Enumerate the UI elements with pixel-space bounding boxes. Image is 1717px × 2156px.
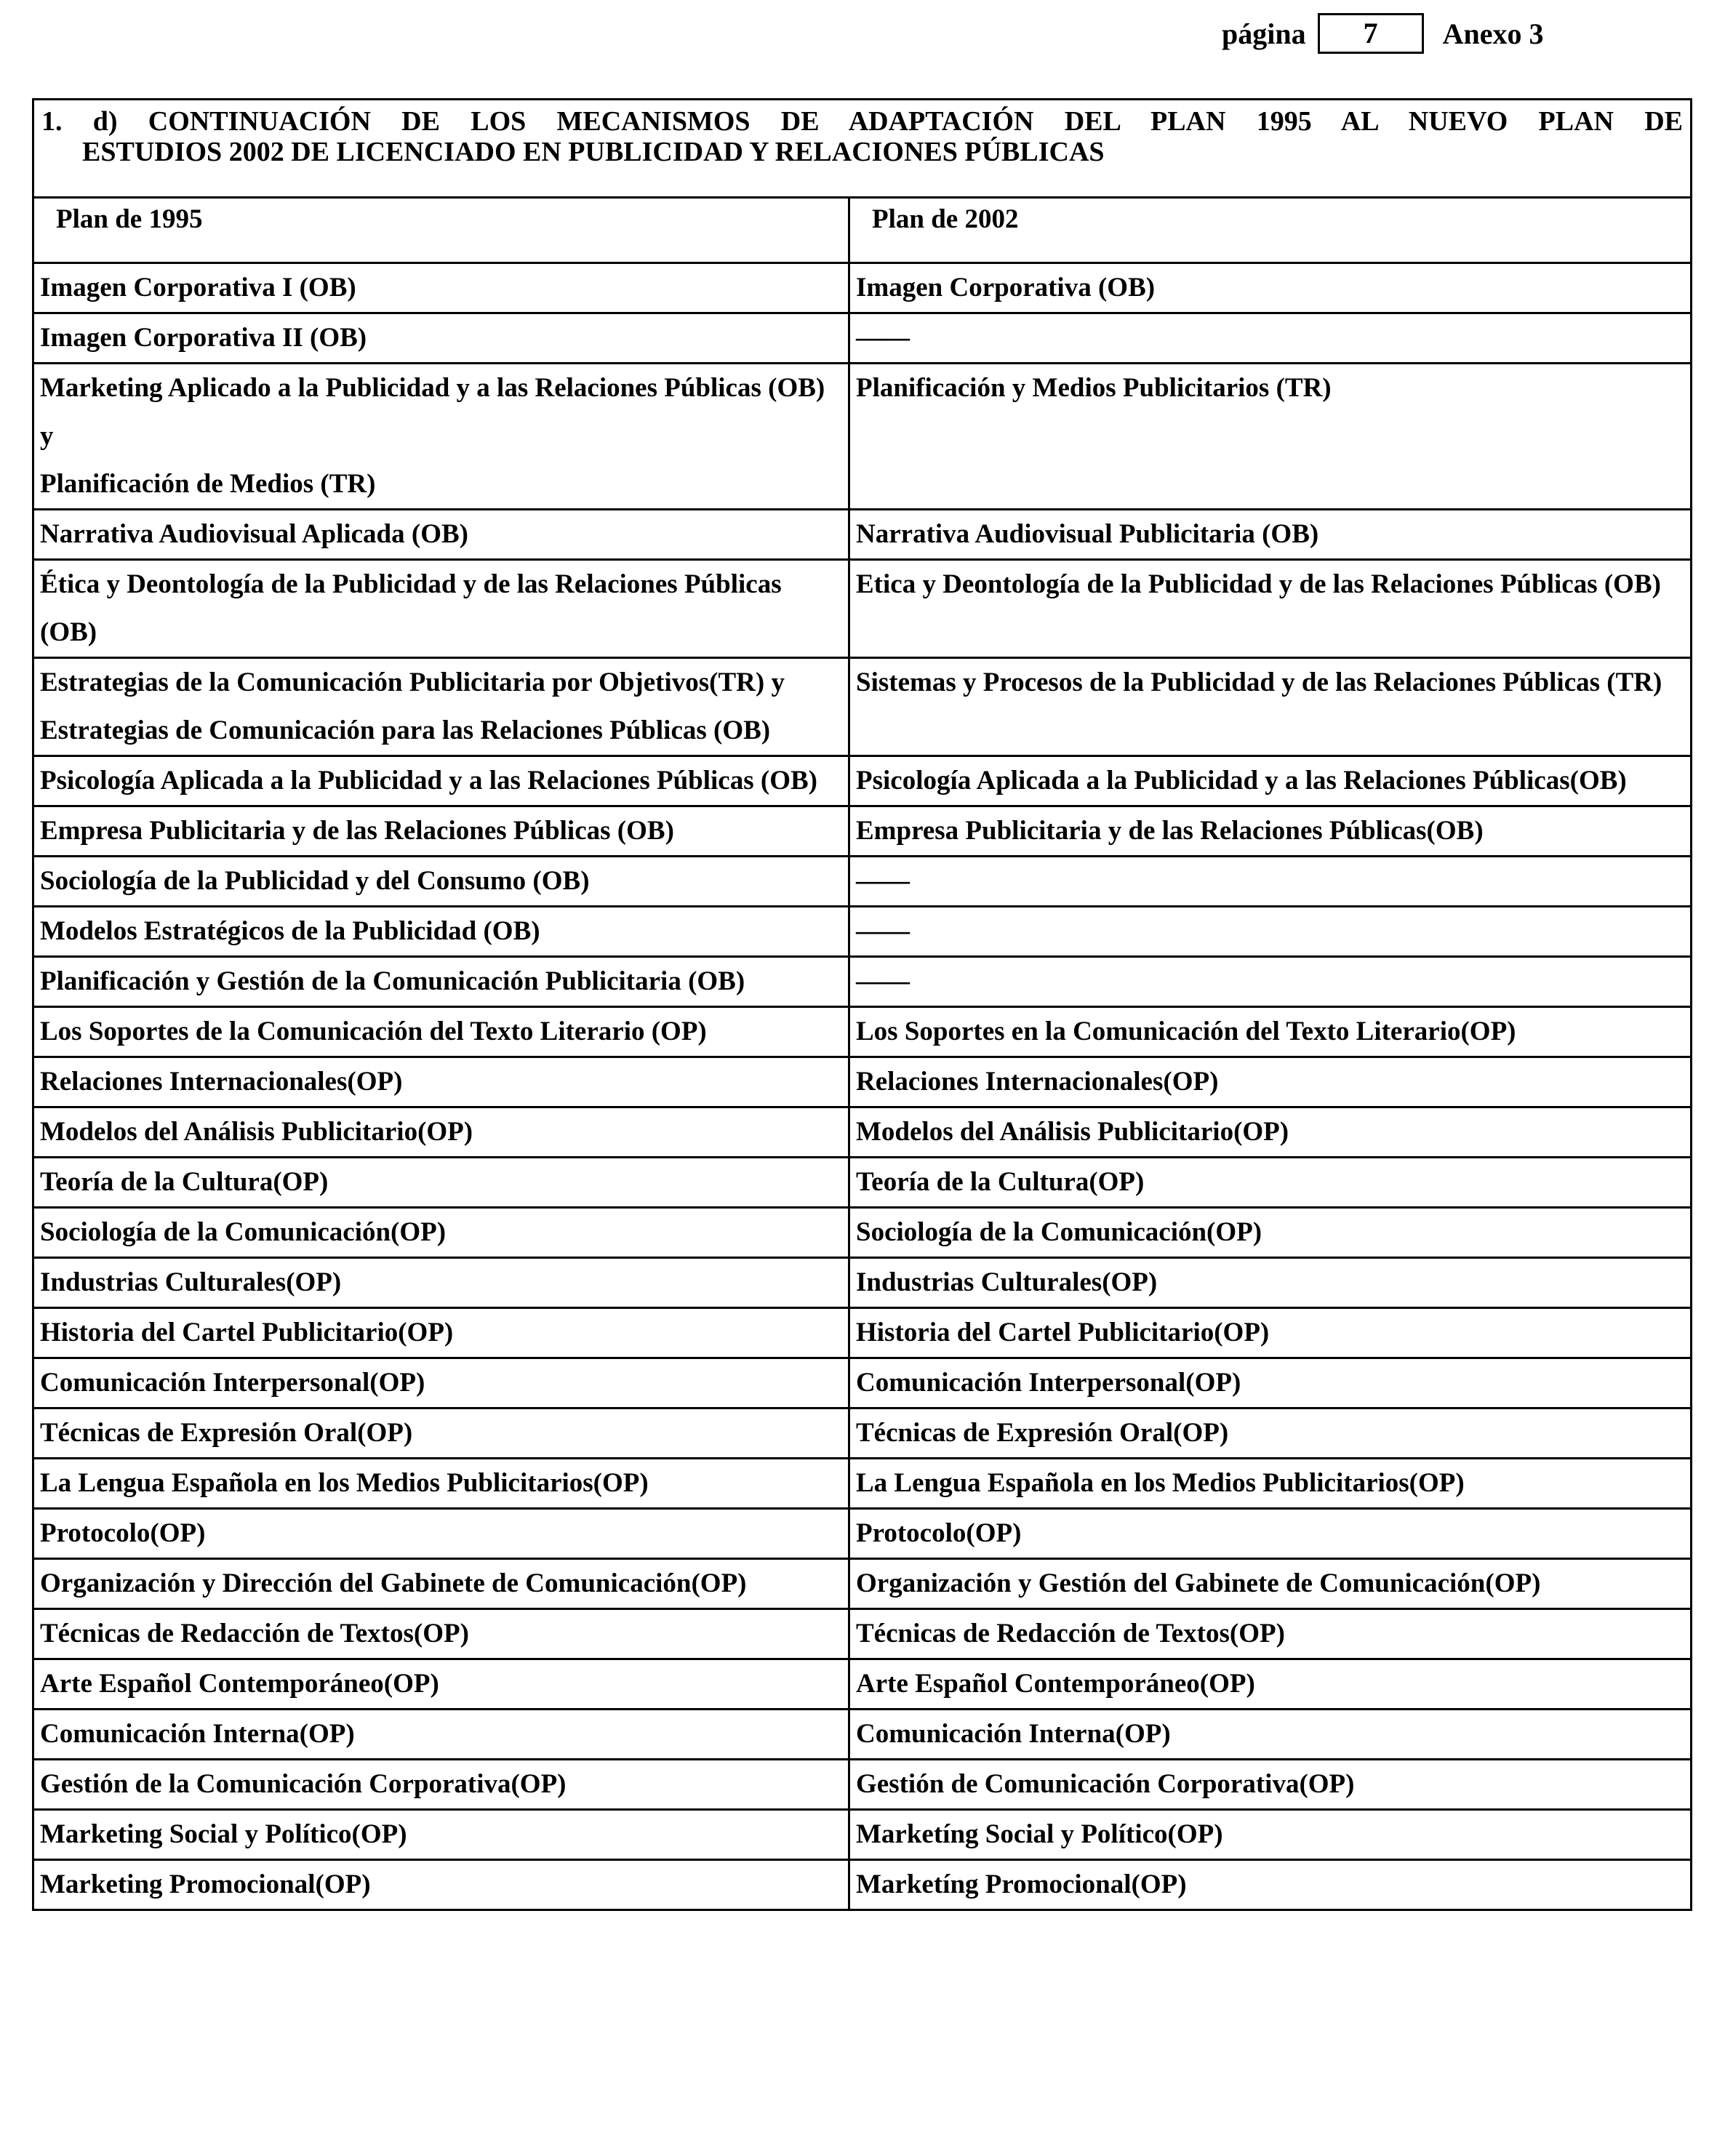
- plan-1995-cell: Ética y Deontología de la Publicidad y de las Relaciones Públicas (OB): [33, 560, 849, 658]
- table-row: [33, 364, 1692, 510]
- plan-1995-cell: Protocolo(OP): [33, 1509, 849, 1559]
- plan-2002-cell: Sociología de la Comunicación(OP): [849, 1208, 1692, 1258]
- plan-1995-cell: Psicología Aplicada a la Publicidad y a las Relaciones Públicas (OB): [33, 756, 849, 806]
- table-row: [33, 857, 1692, 907]
- plan-2002-cell: ——: [849, 857, 1692, 907]
- plan-1995-cell: Marketing Promocional(OP): [33, 1860, 849, 1910]
- plan-1995-cell: Sociología de la Comunicación(OP): [33, 1208, 849, 1258]
- plan-1995-cell: Narrativa Audiovisual Aplicada (OB): [33, 510, 849, 560]
- plan-2002-cell: Psicología Aplicada a la Publicidad y a las Relaciones Públicas(OB): [849, 756, 1692, 806]
- plan-2002-cell: Planificación y Medios Publicitarios (TR): [849, 364, 1692, 510]
- plan-2002-cell: Marketíng Promocional(OP): [849, 1860, 1692, 1910]
- plan-1995-cell: Estrategias de la Comunicación Publicitaria por Objetivos(TR) y Estrategias de Comunicación para las Relaciones Públicas (OB): [33, 658, 849, 756]
- table-row: [33, 957, 1692, 1007]
- column-header-plan-1995: Plan de 1995: [33, 198, 849, 263]
- plan-2002-cell: Marketíng Social y Político(OP): [849, 1810, 1692, 1860]
- plan-2002-cell: Los Soportes en la Comunicación del Texto Literario(OP): [849, 1007, 1692, 1057]
- table-row: [33, 806, 1692, 857]
- plan-2002-cell: La Lengua Española en los Medios Publicitarios(OP): [849, 1459, 1692, 1509]
- plan-2002-cell: Empresa Publicitaria y de las Relaciones Públicas(OB): [849, 806, 1692, 857]
- table-title: [33, 100, 1692, 198]
- table-row: [33, 1258, 1692, 1308]
- column-header-row: [33, 198, 1692, 263]
- title-row: [33, 100, 1692, 198]
- plan-2002-cell: Comunicación Interpersonal(OP): [849, 1358, 1692, 1408]
- plan-2002-cell: Narrativa Audiovisual Publicitaria (OB): [849, 510, 1692, 560]
- plan-2002-cell: Etica y Deontología de la Publicidad y de las Relaciones Públicas (OB): [849, 560, 1692, 658]
- table-row: [33, 756, 1692, 806]
- plan-1995-cell: Historia del Cartel Publicitario(OP): [33, 1308, 849, 1358]
- plan-1995-cell: Modelos Estratégicos de la Publicidad (OB): [33, 907, 849, 957]
- page-label: página: [1222, 17, 1306, 50]
- table-row: [33, 1860, 1692, 1910]
- table-row: [33, 510, 1692, 560]
- column-header-plan-2002: Plan de 2002: [849, 198, 1692, 263]
- plan-2002-cell: ——: [849, 907, 1692, 957]
- annex-label: Anexo 3: [1442, 17, 1544, 50]
- plan-2002-cell: Gestión de Comunicación Corporativa(OP): [849, 1760, 1692, 1810]
- plan-1995-cell: Gestión de la Comunicación Corporativa(OP): [33, 1760, 849, 1810]
- plan-1995-cell: Técnicas de Redacción de Textos(OP): [33, 1609, 849, 1659]
- table-row: [33, 1358, 1692, 1408]
- plan-1995-cell: La Lengua Española en los Medios Publicitarios(OP): [33, 1459, 849, 1509]
- plan-2002-cell: ——: [849, 957, 1692, 1007]
- plan-1995-cell: Relaciones Internacionales(OP): [33, 1057, 849, 1107]
- plan-2002-cell: Técnicas de Redacción de Textos(OP): [849, 1609, 1692, 1659]
- table-row: [33, 1760, 1692, 1810]
- plan-1995-cell: Técnicas de Expresión Oral(OP): [33, 1408, 849, 1459]
- title-line-1: 1. d) CONTINUACIÓN DE LOS MECANISMOS DE ADAPTACIÓN DEL PLAN 1995 AL NUEVO PLAN DE: [41, 106, 1683, 137]
- page-number-box: 7: [1318, 13, 1424, 54]
- plan-1995-cell: Modelos del Análisis Publicitario(OP): [33, 1107, 849, 1158]
- plan-1995-cell: Imagen Corporativa II (OB): [33, 313, 849, 364]
- table-row: [33, 1609, 1692, 1659]
- table-row: [33, 1408, 1692, 1459]
- table-row: [33, 1559, 1692, 1609]
- plan-2002-cell: ——: [849, 313, 1692, 364]
- plan-2002-cell: Arte Español Contemporáneo(OP): [849, 1659, 1692, 1710]
- plan-2002-cell: Comunicación Interna(OP): [849, 1710, 1692, 1760]
- plan-1995-cell: Comunicación Interna(OP): [33, 1710, 849, 1760]
- plan-1995-cell: Teoría de la Cultura(OP): [33, 1158, 849, 1208]
- table-row: [33, 1308, 1692, 1358]
- adaptation-table: [32, 98, 1692, 1911]
- plan-1995-cell: Arte Español Contemporáneo(OP): [33, 1659, 849, 1710]
- plan-2002-cell: Teoría de la Cultura(OP): [849, 1158, 1692, 1208]
- plan-1995-cell: Industrias Culturales(OP): [33, 1258, 849, 1308]
- table-row: [33, 1107, 1692, 1158]
- table-row: [33, 1509, 1692, 1559]
- plan-1995-cell: Los Soportes de la Comunicación del Texto Literario (OP): [33, 1007, 849, 1057]
- plan-1995-cell: Planificación y Gestión de la Comunicación Publicitaria (OB): [33, 957, 849, 1007]
- plan-2002-cell: Técnicas de Expresión Oral(OP): [849, 1408, 1692, 1459]
- table-row: [33, 1208, 1692, 1258]
- plan-2002-cell: Sistemas y Procesos de la Publicidad y de las Relaciones Públicas (TR): [849, 658, 1692, 756]
- plan-1995-cell: Marketing Social y Político(OP): [33, 1810, 849, 1860]
- plan-2002-cell: Modelos del Análisis Publicitario(OP): [849, 1107, 1692, 1158]
- table-row: [33, 1158, 1692, 1208]
- table-row: [33, 1810, 1692, 1860]
- plan-2002-cell: Industrias Culturales(OP): [849, 1258, 1692, 1308]
- table-row: [33, 1459, 1692, 1509]
- plan-1995-cell: Marketing Aplicado a la Publicidad y a las Relaciones Públicas (OB) y Planificación de Medios (TR): [33, 364, 849, 510]
- table-row: [33, 1710, 1692, 1760]
- table-row: [33, 1057, 1692, 1107]
- table-row: [33, 313, 1692, 364]
- plan-2002-cell: Protocolo(OP): [849, 1509, 1692, 1559]
- plan-2002-cell: Imagen Corporativa (OB): [849, 263, 1692, 313]
- plan-2002-cell: Historia del Cartel Publicitario(OP): [849, 1308, 1692, 1358]
- table-row: [33, 1659, 1692, 1710]
- table-row: [33, 1007, 1692, 1057]
- page-header: [1222, 13, 1544, 54]
- plan-1995-cell: Comunicación Interpersonal(OP): [33, 1358, 849, 1408]
- plan-2002-cell: Relaciones Internacionales(OP): [849, 1057, 1692, 1107]
- table-row: [33, 907, 1692, 957]
- title-line-2: ESTUDIOS 2002 DE LICENCIADO EN PUBLICIDAD Y RELACIONES PÚBLICAS: [82, 137, 1105, 167]
- plan-1995-cell: Empresa Publicitaria y de las Relaciones Públicas (OB): [33, 806, 849, 857]
- table-row: [33, 560, 1692, 658]
- plan-1995-cell: Imagen Corporativa I (OB): [33, 263, 849, 313]
- plan-1995-cell: Organización y Dirección del Gabinete de Comunicación(OP): [33, 1559, 849, 1609]
- table-row: [33, 263, 1692, 313]
- plan-1995-cell: Sociología de la Publicidad y del Consumo (OB): [33, 857, 849, 907]
- plan-2002-cell: Organización y Gestión del Gabinete de Comunicación(OP): [849, 1559, 1692, 1609]
- table-row: [33, 658, 1692, 756]
